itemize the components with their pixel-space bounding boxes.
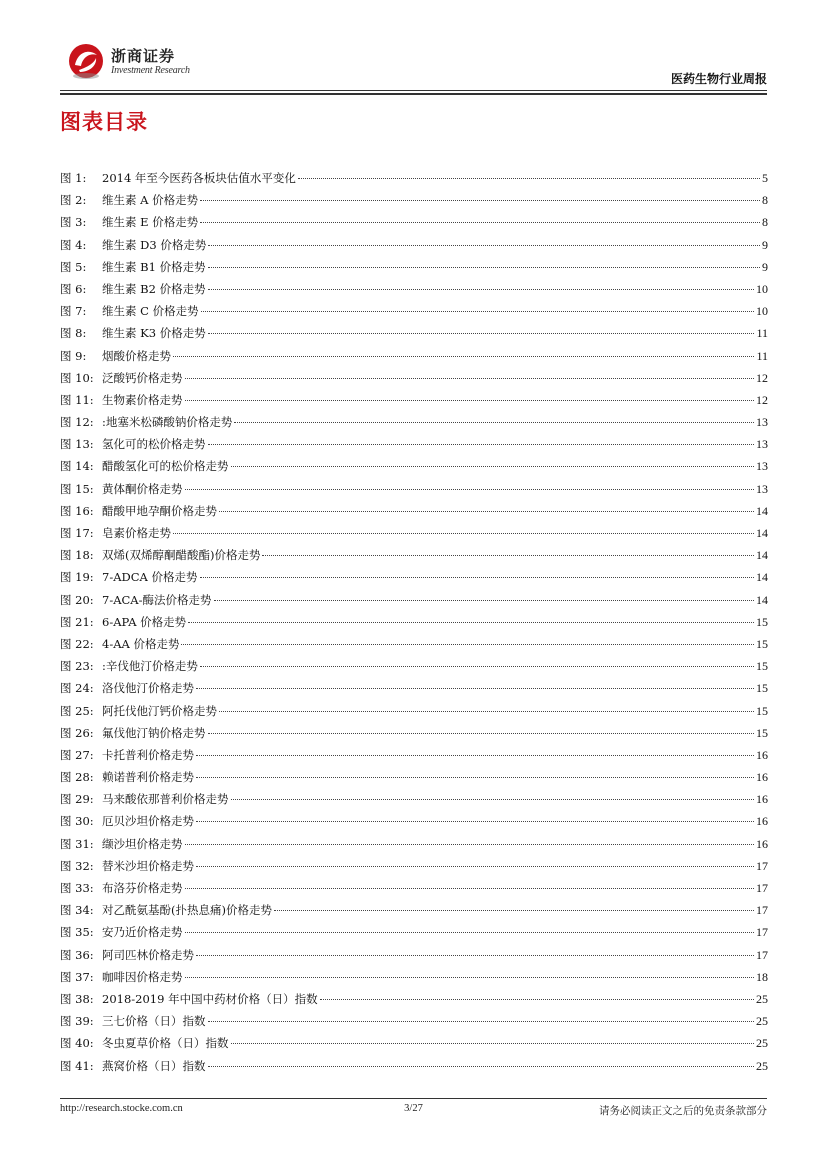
toc-item-number: 图 26: [60, 725, 94, 740]
toc-dot-leader [208, 1066, 755, 1067]
report-type: 医药生物行业周报 [670, 72, 767, 86]
toc-item[interactable] [60, 633, 768, 655]
footer-disclaimer: 请务必阅读正文之后的免责条款部分 [599, 1105, 767, 1117]
toc-item-page: 15 [756, 659, 768, 674]
toc-dot-leader [201, 311, 754, 312]
toc-item-page: 10 [756, 281, 768, 296]
toc-item[interactable] [60, 189, 768, 211]
toc-item-title: 6-APA 价格走势 [102, 614, 187, 629]
toc-item-title: 醋酸氢化可的松价格走势 [102, 459, 229, 474]
toc-item-label [60, 522, 171, 544]
toc-item[interactable] [60, 877, 768, 899]
toc-dot-leader [208, 245, 760, 246]
toc-item[interactable] [60, 988, 768, 1010]
toc-item-page: 16 [756, 770, 768, 785]
toc-item-number: 图 25: [60, 703, 94, 718]
toc-item[interactable] [60, 611, 768, 633]
toc-item-number: 图 32: [60, 858, 94, 873]
toc-item[interactable] [60, 455, 768, 477]
toc-item[interactable] [60, 833, 768, 855]
toc-item-page: 14 [756, 570, 768, 585]
toc-item-title: 维生素 C 价格走势 [102, 304, 199, 319]
toc-item-page: 25 [756, 1058, 768, 1073]
toc-dot-leader [188, 622, 754, 623]
page-indicator: 3/27 [404, 1103, 423, 1114]
toc-item-page: 14 [756, 592, 768, 607]
toc-item-label [60, 211, 198, 233]
toc-item-number: 图 3: [60, 215, 87, 230]
toc-item-label [60, 944, 194, 966]
toc-item-number: 图 21: [60, 614, 94, 629]
toc-dot-leader [219, 511, 754, 512]
toc-item-label [60, 589, 212, 611]
toc-item-page: 14 [756, 548, 768, 563]
table-of-figures [60, 167, 768, 1077]
toc-item-title: 咖啡因价格走势 [102, 969, 183, 984]
toc-item-title: 氟伐他汀钠价格走势 [102, 725, 206, 740]
logo-english-name: Investment Research [111, 65, 190, 76]
toc-item-page: 17 [756, 903, 768, 918]
toc-item-title: 替米沙坦价格走势 [102, 858, 194, 873]
toc-item[interactable] [60, 655, 768, 677]
toc-item-number: 图 28: [60, 770, 94, 785]
toc-item-title: 赖诺普利价格走势 [102, 770, 194, 785]
toc-item-page: 9 [762, 237, 768, 252]
toc-item-label [60, 433, 206, 455]
toc-item-label [60, 810, 194, 832]
toc-item-page: 17 [756, 947, 768, 962]
toc-dot-leader [262, 555, 754, 556]
toc-item-number: 图 40: [60, 1036, 94, 1051]
toc-item-label [60, 966, 183, 988]
toc-item-title: :地塞米松磷酸钠价格走势 [102, 415, 233, 430]
toc-item-page: 14 [756, 526, 768, 540]
toc-item[interactable] [60, 300, 768, 322]
toc-item-title: 洛伐他汀价格走势 [102, 681, 194, 696]
toc-item-label [60, 988, 318, 1010]
toc-item[interactable] [60, 367, 768, 389]
toc-item-label [60, 234, 206, 256]
toc-item-page: 16 [756, 814, 768, 829]
toc-item-label [60, 833, 183, 855]
toc-dot-leader [185, 932, 755, 933]
toc-item-number: 图 14: [60, 459, 94, 474]
toc-item-page: 16 [756, 792, 768, 807]
toc-item-number: 图 35: [60, 925, 94, 940]
toc-item-label [60, 744, 194, 766]
toc-item-label [60, 700, 217, 722]
toc-item[interactable] [60, 1055, 768, 1077]
toc-item-page: 12 [756, 370, 768, 385]
toc-item-label [60, 1055, 206, 1077]
toc-item-label [60, 367, 183, 389]
toc-dot-leader [200, 577, 755, 578]
toc-item-number: 图 4: [60, 237, 87, 252]
toc-item-number: 图 8: [60, 326, 87, 341]
toc-dot-leader [231, 1043, 755, 1044]
toc-dot-leader [173, 533, 754, 534]
toc-dot-leader [200, 200, 760, 201]
toc-item-number: 图 24: [60, 681, 94, 696]
toc-item-label [60, 478, 183, 500]
toc-item-number: 图 36: [60, 947, 94, 962]
toc-item-label [60, 1010, 206, 1032]
toc-item-number: 图 11: [60, 392, 94, 407]
toc-item[interactable] [60, 500, 768, 522]
toc-dot-leader [185, 888, 755, 889]
toc-dot-leader [185, 400, 755, 401]
toc-item-page: 11 [756, 348, 768, 363]
toc-item[interactable] [60, 544, 768, 566]
logo-emblem-icon [66, 41, 106, 81]
toc-item[interactable] [60, 322, 768, 344]
toc-item-number: 图 15: [60, 481, 94, 496]
toc-item-number: 图 29: [60, 792, 94, 807]
toc-item[interactable] [60, 766, 768, 788]
toc-item-label [60, 655, 198, 677]
toc-item[interactable] [60, 589, 768, 611]
toc-item-label [60, 345, 171, 367]
toc-item[interactable] [60, 810, 768, 832]
toc-item[interactable] [60, 677, 768, 699]
toc-item-title: 维生素 D3 价格走势 [102, 237, 207, 252]
toc-dot-leader [208, 333, 755, 334]
toc-item-label [60, 899, 272, 921]
toc-item-number: 图 34: [60, 903, 94, 918]
toc-item-page: 14 [756, 503, 768, 518]
toc-item-number: 图 5: [60, 259, 87, 274]
toc-item[interactable] [60, 1010, 768, 1032]
toc-item-title: 泛酸钙价格走势 [102, 370, 183, 385]
toc-item[interactable] [60, 522, 768, 544]
toc-item-number: 图 27: [60, 747, 94, 762]
toc-item[interactable] [60, 478, 768, 500]
toc-dot-leader [196, 955, 754, 956]
toc-item-title: 安乃近价格走势 [102, 925, 183, 940]
toc-item-label [60, 411, 232, 433]
toc-item-page: 15 [756, 636, 768, 651]
toc-item-label [60, 921, 183, 943]
toc-item-label [60, 300, 199, 322]
toc-item-number: 图 20: [60, 592, 94, 607]
toc-item-title: 燕窝价格（日）指数 [102, 1058, 206, 1073]
toc-item-label [60, 855, 194, 877]
toc-item-label [60, 1032, 229, 1054]
toc-item-page: 15 [756, 614, 768, 629]
toc-item-number: 图 39: [60, 1014, 94, 1029]
toc-item-title: 双烯(双烯醇酮醋酸酯)价格走势 [102, 548, 261, 563]
toc-dot-leader [208, 267, 760, 268]
toc-item[interactable] [60, 855, 768, 877]
toc-item-page: 13 [756, 415, 768, 430]
toc-item-title: 马来酸依那普利价格走势 [102, 792, 229, 807]
toc-item-page: 5 [762, 171, 768, 185]
toc-item[interactable] [60, 966, 768, 988]
toc-item-title: 维生素 A 价格走势 [102, 193, 199, 208]
toc-item-number: 图 1: [60, 171, 87, 185]
toc-item-title: 4-AA 价格走势 [102, 636, 180, 651]
toc-item[interactable] [60, 211, 768, 233]
toc-item-label [60, 677, 194, 699]
toc-item-number: 图 22: [60, 636, 94, 651]
header-divider [60, 90, 767, 91]
toc-item-label [60, 256, 206, 278]
toc-item-title: 2014 年至今医药各板块估值水平变化 [102, 171, 296, 185]
toc-item-page: 13 [756, 459, 768, 474]
toc-item[interactable] [60, 944, 768, 966]
toc-item-title: 维生素 B1 价格走势 [102, 259, 206, 274]
toc-dot-leader [214, 600, 755, 601]
toc-item-page: 17 [756, 925, 768, 940]
toc-item-page: 8 [762, 215, 768, 230]
toc-item-page: 17 [756, 858, 768, 873]
toc-item-title: 厄贝沙坦价格走势 [102, 814, 194, 829]
header-divider-thick [60, 93, 767, 95]
toc-item-number: 图 17: [60, 526, 94, 540]
toc-item-page: 8 [762, 193, 768, 208]
toc-dot-leader [274, 910, 754, 911]
toc-item-number: 图 33: [60, 881, 94, 895]
toc-dot-leader [196, 755, 754, 756]
toc-item-number: 图 13: [60, 437, 94, 452]
toc-item-title: 冬虫夏草价格（日）指数 [102, 1036, 229, 1051]
footer-divider [60, 1098, 767, 1099]
toc-item-page: 13 [756, 481, 768, 496]
toc-dot-leader [196, 688, 754, 689]
toc-item-page: 12 [756, 392, 768, 407]
toc-item-label [60, 322, 206, 344]
toc-dot-leader [196, 866, 754, 867]
toc-item[interactable] [60, 566, 768, 588]
toc-item-page: 17 [756, 881, 768, 895]
toc-item-label [60, 278, 206, 300]
toc-dot-leader [185, 977, 755, 978]
toc-item-label [60, 566, 198, 588]
toc-item[interactable] [60, 256, 768, 278]
toc-item-page: 25 [756, 1036, 768, 1051]
toc-dot-leader [208, 733, 755, 734]
toc-dot-leader [196, 821, 754, 822]
toc-item-number: 图 31: [60, 836, 94, 851]
toc-item-page: 15 [756, 725, 768, 740]
toc-dot-leader [208, 444, 755, 445]
toc-item-number: 图 38: [60, 991, 94, 1006]
toc-dot-leader [185, 844, 755, 845]
toc-item[interactable] [60, 788, 768, 810]
toc-dot-leader [231, 466, 755, 467]
toc-dot-leader [181, 644, 754, 645]
toc-item-number: 图 30: [60, 814, 94, 829]
toc-item-number: 图 7: [60, 304, 87, 319]
toc-item-page: 25 [756, 1014, 768, 1029]
toc-item[interactable] [60, 234, 768, 256]
toc-item-title: 氢化可的松价格走势 [102, 437, 206, 452]
toc-item-number: 图 2: [60, 193, 87, 208]
footer-url[interactable]: http://research.stocke.com.cn [60, 1103, 183, 1114]
toc-item-label [60, 189, 198, 211]
toc-item-title: 维生素 K3 价格走势 [102, 326, 206, 341]
toc-item[interactable] [60, 389, 768, 411]
toc-item-title: 维生素 B2 价格走势 [102, 281, 206, 296]
toc-item-page: 16 [756, 747, 768, 762]
toc-item-label [60, 877, 183, 899]
toc-item-number: 图 10: [60, 370, 94, 385]
toc-item-label [60, 544, 260, 566]
toc-item[interactable] [60, 921, 768, 943]
toc-item-title: 阿托伐他汀钙价格走势 [102, 703, 217, 718]
toc-dot-leader [196, 777, 754, 778]
toc-item-title: 皂素价格走势 [102, 526, 171, 540]
toc-item-number: 图 19: [60, 570, 94, 585]
toc-item-title: 三七价格（日）指数 [102, 1014, 206, 1029]
company-logo [66, 41, 206, 81]
toc-item-page: 18 [756, 969, 768, 984]
toc-item-title: 2018-2019 年中国中药材价格（日）指数 [102, 991, 318, 1006]
toc-dot-leader [200, 666, 754, 667]
toc-item-number: 图 18: [60, 548, 94, 563]
toc-dot-leader [234, 422, 754, 423]
toc-item-label [60, 722, 206, 744]
toc-item-label [60, 455, 229, 477]
toc-item-title: 醋酸甲地孕酮价格走势 [102, 503, 217, 518]
toc-item-page: 25 [756, 991, 768, 1006]
toc-item-label [60, 766, 194, 788]
logo-chinese-name: 浙商证券 [111, 47, 176, 65]
toc-item-number: 图 37: [60, 969, 94, 984]
toc-item-title: 7-ACA-酶法价格走势 [102, 592, 212, 607]
toc-dot-leader [208, 1021, 755, 1022]
toc-item[interactable] [60, 899, 768, 921]
toc-item[interactable] [60, 411, 768, 433]
toc-item-title: 生物素价格走势 [102, 392, 183, 407]
toc-item-label [60, 389, 183, 411]
toc-item-number: 图 16: [60, 503, 94, 518]
toc-item[interactable] [60, 744, 768, 766]
toc-dot-leader [173, 356, 754, 357]
toc-title: 图表目录 [60, 110, 148, 134]
toc-item-page: 9 [762, 259, 768, 274]
toc-item-label [60, 788, 229, 810]
toc-dot-leader [320, 999, 754, 1000]
toc-item-title: 阿司匹林价格走势 [102, 947, 194, 962]
toc-dot-leader [185, 489, 755, 490]
toc-item-label [60, 500, 217, 522]
toc-dot-leader [185, 378, 755, 379]
toc-item-page: 15 [756, 703, 768, 718]
toc-item-page: 16 [756, 836, 768, 851]
toc-item-title: 黄体酮价格走势 [102, 481, 183, 496]
toc-item[interactable] [60, 167, 768, 189]
toc-item-title: 卡托普利价格走势 [102, 747, 194, 762]
toc-item[interactable] [60, 722, 768, 744]
toc-item[interactable] [60, 278, 768, 300]
toc-item[interactable] [60, 345, 768, 367]
toc-item-page: 11 [756, 326, 768, 341]
toc-item-number: 图 12: [60, 415, 94, 430]
toc-item[interactable] [60, 700, 768, 722]
toc-item-title: 维生素 E 价格走势 [102, 215, 199, 230]
toc-item-title: 对乙酰氨基酚(扑热息痛)价格走势 [102, 903, 272, 918]
toc-item-number: 图 41: [60, 1058, 94, 1073]
toc-dot-leader [200, 222, 760, 223]
toc-item[interactable] [60, 1032, 768, 1054]
toc-item-title: 缬沙坦价格走势 [102, 836, 183, 851]
toc-item-number: 图 23: [60, 659, 94, 674]
toc-item-page: 10 [756, 304, 768, 319]
toc-dot-leader [298, 178, 760, 179]
toc-item-label [60, 611, 186, 633]
toc-item-title: 7-ADCA 价格走势 [102, 570, 198, 585]
toc-item-page: 15 [756, 681, 768, 696]
toc-item-title: 烟酸价格走势 [102, 348, 171, 363]
toc-item-label [60, 633, 179, 655]
toc-item-label [60, 167, 296, 189]
toc-item-title: :辛伐他汀价格走势 [102, 659, 198, 674]
toc-item-title: 布洛芬价格走势 [102, 881, 183, 895]
toc-item-number: 图 9: [60, 348, 87, 363]
toc-dot-leader [231, 799, 755, 800]
toc-dot-leader [208, 289, 754, 290]
toc-dot-leader [219, 711, 754, 712]
toc-item[interactable] [60, 433, 768, 455]
toc-item-number: 图 6: [60, 281, 87, 296]
toc-item-page: 13 [756, 437, 768, 452]
